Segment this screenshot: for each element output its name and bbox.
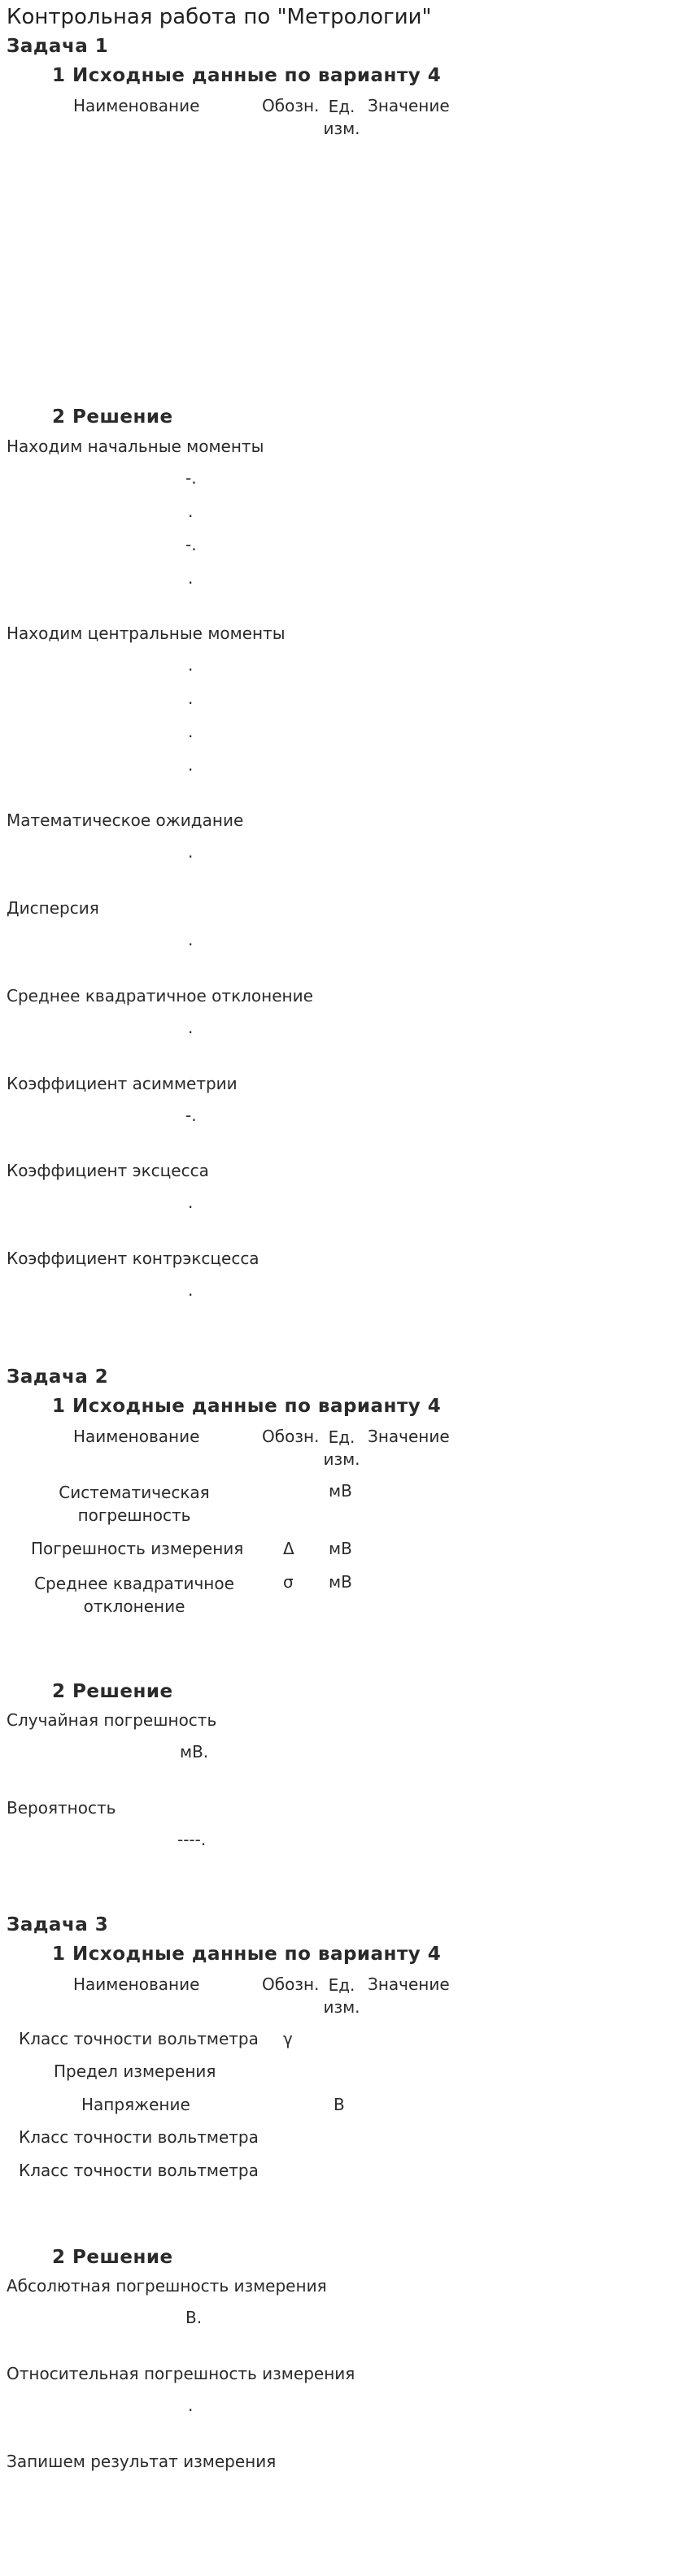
initial-moment-1: -.	[185, 468, 197, 488]
stddev-value: .	[188, 1018, 194, 1037]
task3-col-symbol: Обозн.	[262, 1974, 320, 1994]
central-moment-4: .	[188, 755, 194, 775]
task1-col-symbol: Обозн.	[262, 96, 320, 115]
task2-row3-name: Среднее квадратичное отклонение	[34, 1574, 234, 1616]
task3-row5-name: Класс точности вольтметра	[19, 2161, 259, 2180]
abs-error-value: В.	[185, 2308, 203, 2327]
task2-row2-symbol: Δ	[283, 1539, 294, 1558]
task2-row1-name: Систематическая погрешность	[59, 1483, 210, 1525]
task3-row4-name: Класс точности вольтметра	[19, 2127, 259, 2147]
task1-col-name: Наименование	[73, 96, 200, 115]
central-moment-2: .	[188, 689, 194, 708]
counterexcess-value: .	[188, 1280, 194, 1300]
task3-col-name: Наименование	[73, 1974, 200, 1994]
task2-row1-unit: мВ	[329, 1481, 352, 1501]
task2-solution-heading: 2 Решение	[52, 1681, 173, 1702]
task1-solution-heading: 2 Решение	[52, 406, 173, 428]
abs-error-label: Абсолютная погрешность измерения	[7, 2276, 327, 2296]
task2-col-value: Значение	[368, 1427, 450, 1446]
task3-heading: Задача 3	[7, 1914, 109, 1935]
task3-row1-symbol: γ	[283, 2029, 293, 2048]
task2-row3-unit: мВ	[329, 1572, 352, 1592]
task2-row2-name: Погрешность измерения	[31, 1539, 244, 1558]
counterexcess-label: Коэффициент контрэксцесса	[7, 1249, 259, 1268]
task2-col-symbol: Обозн.	[262, 1427, 320, 1446]
central-moments-label: Находим центральные моменты	[7, 623, 286, 643]
variance-value: .	[188, 930, 194, 949]
probability-label: Вероятность	[7, 1798, 116, 1818]
task1-heading: Задача 1	[7, 36, 109, 57]
task3-solution-heading: 2 Решение	[52, 2247, 173, 2268]
task2-col-name: Наименование	[73, 1427, 200, 1446]
variance-label: Дисперсия	[7, 898, 99, 918]
page-title: Контрольная работа по "Метрологии"	[7, 5, 432, 29]
random-error-label: Случайная погрешность	[7, 1710, 217, 1730]
task3-row3-unit: В	[334, 2095, 345, 2114]
task3-col-value: Значение	[368, 1974, 450, 1994]
task2-input-heading: 1 Исходные данные по варианту 4	[52, 1396, 442, 1417]
stddev-label: Среднее квадратичное отклонение	[7, 986, 313, 1006]
task2-row3-symbol: σ	[283, 1572, 294, 1592]
initial-moment-4: .	[188, 568, 194, 588]
task1-input-heading: 1 Исходные данные по варианту 4	[52, 65, 442, 86]
task2-col-unit: Ед. изм.	[323, 1427, 360, 1469]
task1-col-value: Значение	[368, 96, 450, 115]
excess-label: Коэффициент эксцесса	[7, 1161, 209, 1180]
task2-row2-unit: мВ	[329, 1539, 352, 1558]
task1-col-unit: Ед. изм.	[323, 97, 360, 138]
probability-value: ----.	[177, 1830, 207, 1849]
result-label: Запишем результат измерения	[7, 2452, 277, 2471]
excess-value: .	[188, 1192, 194, 1212]
task2-heading: Задача 2	[7, 1366, 109, 1388]
rel-error-value: .	[188, 2396, 194, 2415]
rel-error-label: Относительная погрешность измерения	[7, 2364, 355, 2383]
central-moment-3: .	[188, 722, 194, 741]
task3-input-heading: 1 Исходные данные по варианту 4	[52, 1944, 442, 1965]
task3-row2-name: Предел измерения	[54, 2061, 216, 2081]
asymmetry-label: Коэффициент асимметрии	[7, 1074, 238, 1093]
expectation-value: .	[188, 842, 194, 862]
task3-row1-name: Класс точности вольтметра	[19, 2029, 259, 2048]
initial-moment-3: -.	[185, 535, 197, 554]
initial-moment-2: .	[188, 502, 194, 521]
initial-moments-label: Находим начальные моменты	[7, 437, 264, 456]
central-moment-1: .	[188, 655, 194, 675]
task3-row3-name: Напряжение	[81, 2095, 190, 2114]
random-error-value: мВ.	[180, 1742, 209, 1761]
asymmetry-value: -.	[185, 1106, 197, 1125]
expectation-label: Математическое ожидание	[7, 810, 244, 830]
task3-col-unit: Ед. изм.	[323, 1975, 360, 2017]
